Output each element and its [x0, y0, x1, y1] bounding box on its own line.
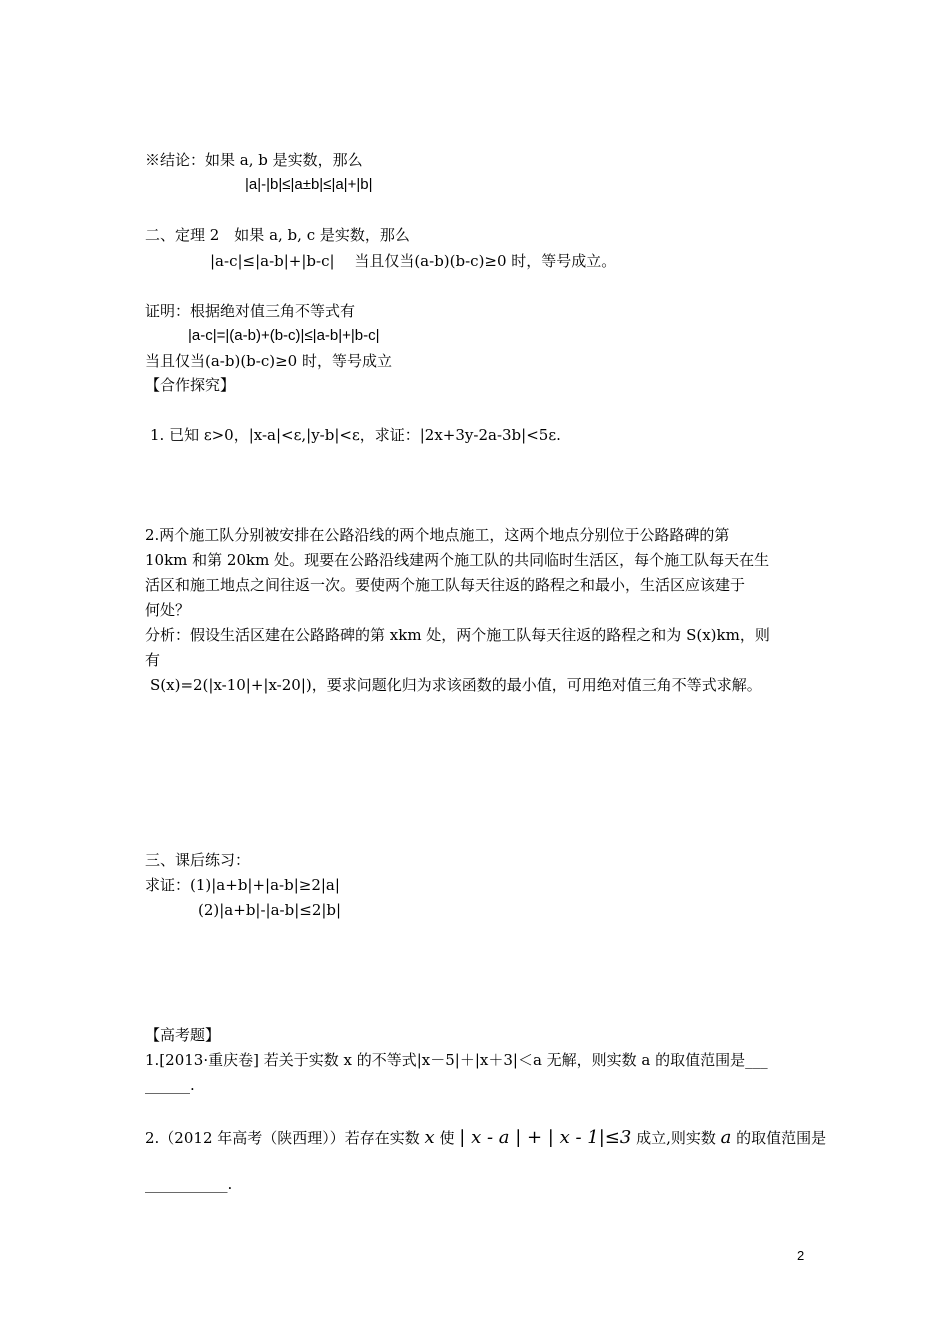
proof-intro: 证明：根据绝对值三角不等式有: [145, 302, 356, 320]
exam-question-2-mid: 使: [439, 1129, 455, 1147]
variable-x: x: [424, 1127, 435, 1148]
exam-question-2-prefix: 2.（2012 年高考（陕西理））若存在实数: [145, 1129, 420, 1147]
conclusion-formula: |a|-|b|≤|a±b|≤|a|+|b|: [245, 176, 373, 193]
exam-question-2-suffix: 成立,则实数: [636, 1129, 716, 1147]
proof-condition: 当且仅当(a-b)(b-c)≥0 时，等号成立: [145, 352, 392, 370]
question-2-line: 10km 和第 20km 处。现要在公路沿线建两个施工队的共同临时生活区，每个施工队每天在生: [145, 551, 770, 569]
exam-question-2-blank: ___________.: [145, 1175, 233, 1193]
exam-question-2: [145, 1127, 826, 1149]
proof-formula: |a-c|=|(a-b)+(b-c)|≤|a-b|+|b-c|: [188, 327, 380, 344]
practice-item-1: 求证：(1)|a+b|+|a-b|≥2|a|: [145, 876, 340, 894]
practice-item-2: (2)|a+b|-|a-b|≤2|b|: [198, 901, 342, 919]
question-2-line: 何处？: [145, 601, 191, 619]
variable-a: a: [720, 1127, 732, 1148]
question-2-line: 活区和施工地点之间往返一次。要使两个施工队每天往返的路程之和最小，生活区应该建于: [145, 576, 746, 594]
conclusion-title: ※结论：如果 a, b 是实数，那么: [145, 151, 363, 169]
exam-question-1-line-2: ______.: [145, 1076, 195, 1094]
cooperation-heading: 【合作探究】: [145, 376, 236, 394]
exam-heading: 【高考题】: [145, 1026, 221, 1044]
analysis-line: S(x)=2(|x-10|+|x-20|)，要求问题化归为求该函数的最小值，可用绝对值三角不等式求解。: [150, 676, 762, 694]
exam-question-1-line-1: 1.[2013·重庆卷] 若关于实数 x 的不等式|x－5|＋|x＋3|＜a 无解，则实数 a 的取值范围是___: [145, 1051, 768, 1069]
cooperation-question-1: 1. 已知 ε>0，|x-a|<ε,|y-b|<ε，求证：|2x+3y-2a-3b|<5ε.: [150, 426, 561, 444]
practice-heading: 三、课后练习：: [145, 851, 251, 869]
page-number: 2: [797, 1248, 805, 1263]
exam-question-2-end: 的取值范围是: [736, 1129, 827, 1147]
question-2-line: 2.两个施工队分别被安排在公路沿线的两个地点施工，这两个地点分别位于公路路碑的第: [145, 526, 730, 544]
theorem2-title: 二、定理 2 如果 a, b, c 是实数，那么: [145, 226, 410, 244]
analysis-line: 分析：假设生活区建在公路路碑的第 xkm 处，两个施工队每天往返的路程之和为 S(x)km，则: [145, 626, 770, 644]
exam-question-2-formula: | x - a | + | x - 1|≤3: [459, 1127, 632, 1148]
analysis-line: 有: [145, 651, 161, 669]
theorem2-formula: |a-c|≤|a-b|+|b-c| 当且仅当(a-b)(b-c)≥0 时，等号成立。: [210, 252, 617, 270]
